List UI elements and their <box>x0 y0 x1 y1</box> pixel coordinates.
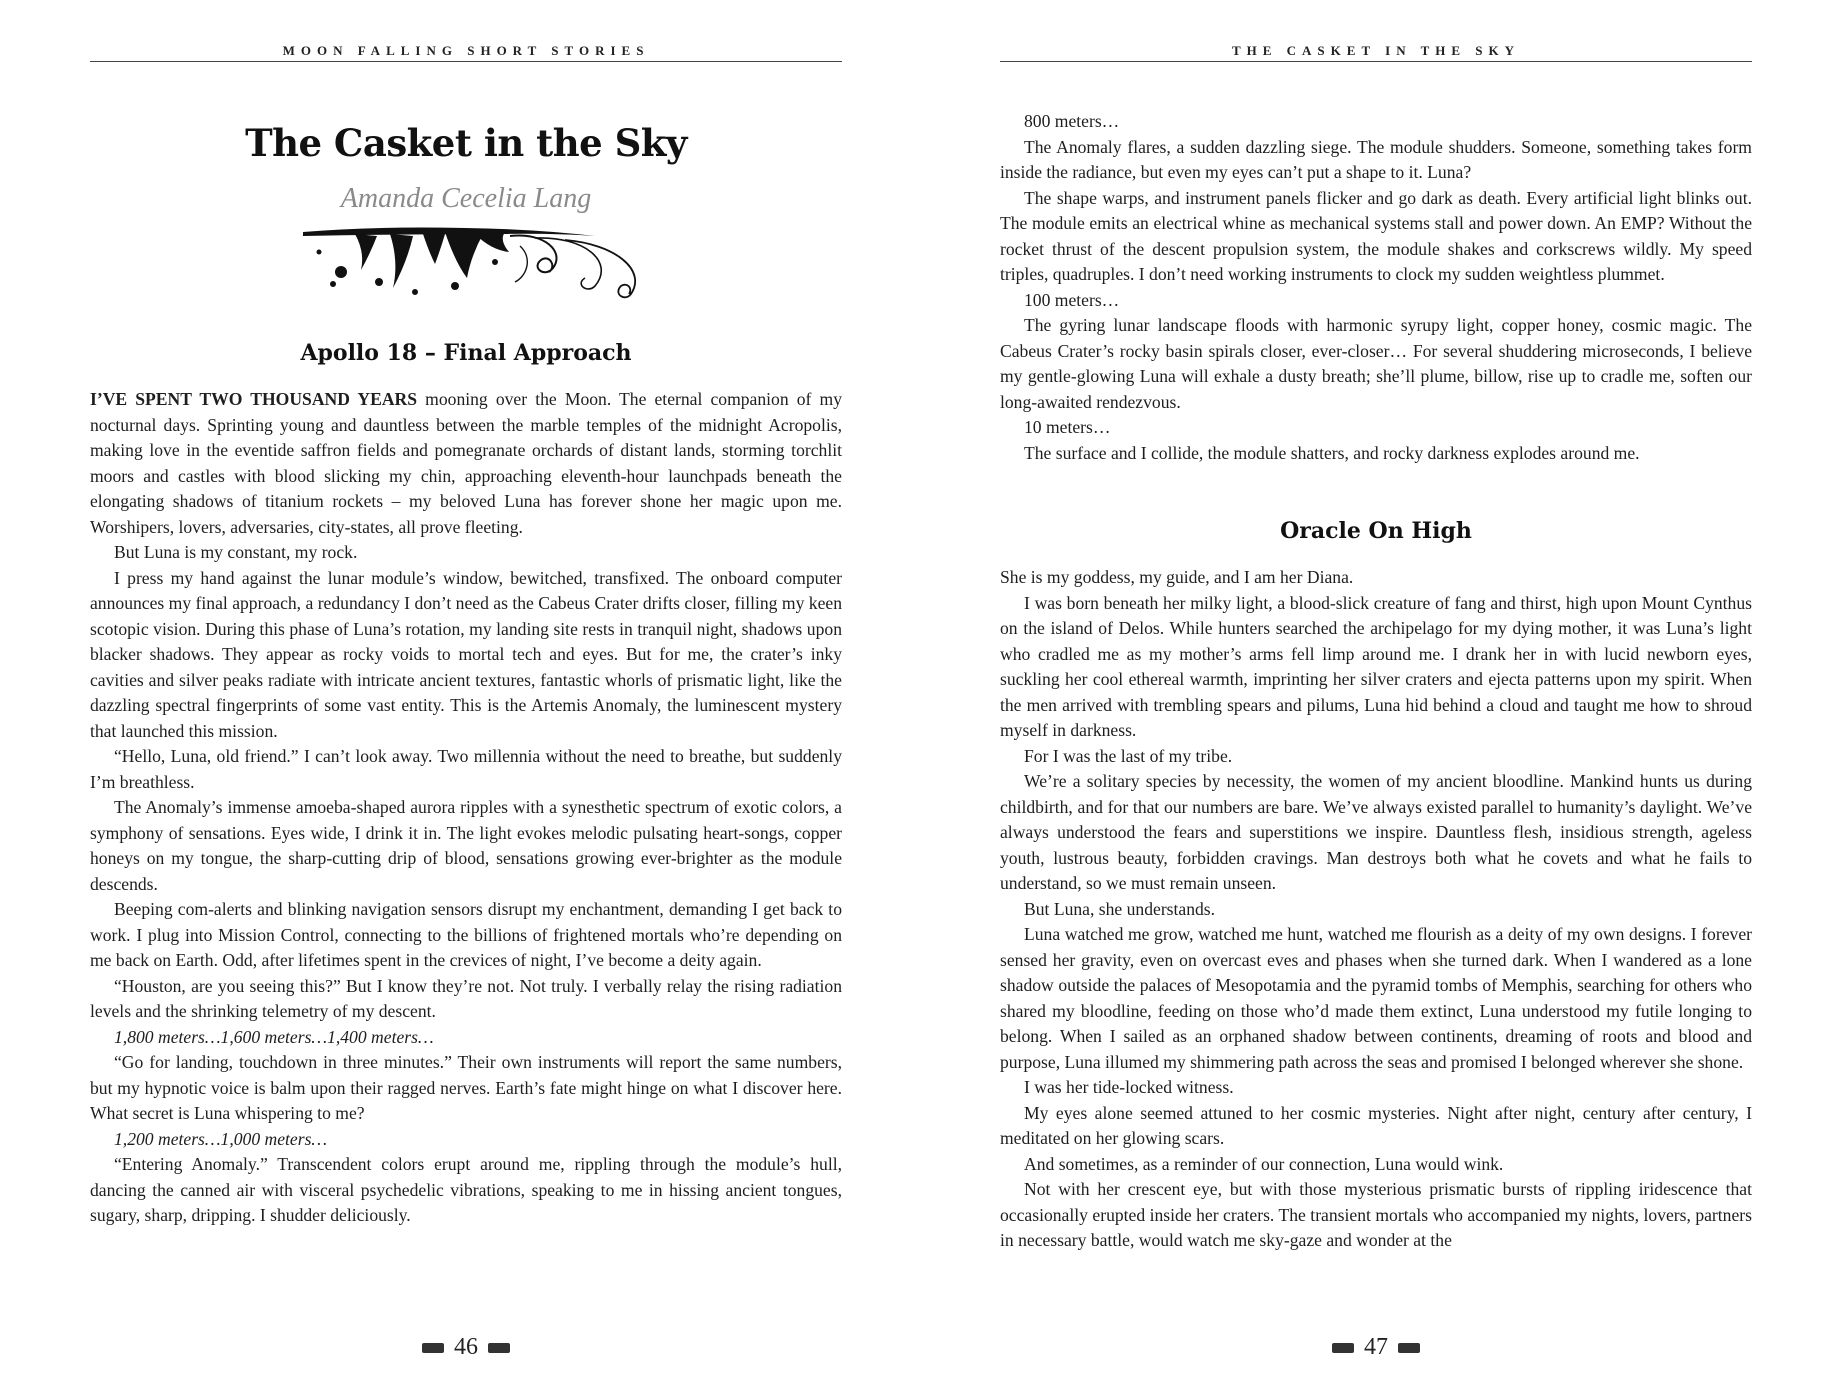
paragraph: I press my hand against the lunar module’s window, bewitched, transfixed. The onboard computer announces my final approach, a redundancy I don’t need as the Cabeus Crater drifts closer, filling my keen scotopic vision. During this phase of Luna’s rotation, my landing site rests in tranquil night, shadows upon blacker shadows. They appear as rocky voids to mortal tech and eyes. But for me, the crater’s inky cavities and silver peaks radiate with intricate ancient textures, fantastic whorls of prismatic light, like the dazzling spectral fingerprints of some vast entity. This is the Artemis Anomaly, the luminescent mystery that launched this mission. <box>90 567 842 741</box>
header-rule-left <box>90 61 842 62</box>
paragraph: Luna watched me grow, watched me hunt, watched me flourish as a deity of my own designs. I forever sensed her gravity, even on overcast eves and phases when she turned dark. When I wandered as a lone shadow outside the palaces of Mesopotamia and the pyramid tombs of Memphis, searching for others who shared my bloodline, feeding on those who’d made them extinct, Luna understood my futile longing to belong. When I sailed as an orphaned shadow between continents, dreaming of roots and blood and purpose, Luna illumed my shimmering path across the seas and promised I belonged wherever she shone. <box>1000 924 1752 1072</box>
running-head-right: THE CASKET IN THE SKY <box>1231 43 1521 58</box>
paragraph: Beeping com-alerts and blinking navigation sensors disrupt my enchantment, demanding I get back to work. I plug into Mission Control, connecting to the billions of frightened mortals who’re depending on me back on Earth. Odd, after lifetimes spent in the crevices of night, I’ve become a deity again. <box>90 899 842 970</box>
paragraph: 100 meters… <box>1024 289 1120 310</box>
paragraph: 1,800 meters…1,600 meters…1,400 meters… <box>114 1026 434 1047</box>
right-page <box>1000 0 1752 1400</box>
left-body-text <box>90 387 842 1229</box>
section-heading-apollo: Apollo 18 – Final Approach <box>300 340 632 366</box>
paragraph: 1,200 meters…1,000 meters… <box>114 1128 328 1149</box>
paragraph: I’VE SPENT TWO THOUSAND YEARS mooning over the Moon. The eternal companion of my nocturnal days. Sprinting young and dauntless between the marble temples of the midnight Acropolis, making love in the eventide saffron fields and pomegranate orchards of distant lands, storming torchlit moors and castles with blood slicking my chin, approaching eleventh-hour launchpads beneath the elongating shadows of titanium rockets – my beloved Luna has forever shone her magic upon me. Worshipers, lovers, adversaries, city-states, all prove fleeting. <box>90 389 843 537</box>
paragraph: 10 meters… <box>1024 417 1111 437</box>
paragraph: The gyring lunar landscape floods with harmonic syrupy light, copper honey, cosmic magic. The Cabeus Crater’s rocky basin spirals closer, ever-closer… For several shuddering microseconds, I believe my gentle-glowing Luna will exhale a dusty breath; she’ll plume, billow, rise up to cradle me, soften our long-awaited rendezvous. <box>1000 315 1752 412</box>
right-body-text-top <box>1000 109 1752 466</box>
folio-ornament-icon <box>422 1343 444 1353</box>
author-name: Amanda Cecelia Lang <box>340 183 592 214</box>
paragraph: For I was the last of my tribe. <box>1024 745 1233 766</box>
folio-ornament-icon <box>1398 1343 1420 1353</box>
paragraph: “Entering Anomaly.” Transcendent colors erupt around me, rippling through the module’s hull, dancing the canned air with visceral psychedelic vibrations, speaking to me in hissing ancient tongues, sugary, sharp, dripping. I shudder deliciously. <box>90 1154 842 1225</box>
ink-splatter-ornament-icon <box>295 222 650 304</box>
folio-ornament-icon <box>1332 1343 1354 1353</box>
paragraph: The Anomaly’s immense amoeba-shaped aurora ripples with a synesthetic spectrum of exotic colors, a symphony of sensations. Eyes wide, I drink it in. The light evokes melodic pulsating heart-songs, copper honeys on my tongue, the sharp-cutting drip of blood, sensations growing ever-brighter as the module descends. <box>90 797 842 894</box>
lead-in: I’VE SPENT TWO THOUSAND YEARS <box>90 389 418 409</box>
paragraph: I was her tide-locked witness. <box>1024 1077 1234 1097</box>
left-page <box>90 0 842 1400</box>
paragraph: “Houston, are you seeing this?” But I know they’re not. Not truly. I verbally relay the rising radiation levels and the shrinking telemetry of my descent. <box>90 975 842 1021</box>
header-rule-right <box>1000 61 1752 62</box>
paragraph: But Luna, she understands. <box>1024 898 1216 919</box>
paragraph: The Anomaly flares, a sudden dazzling siege. The module shudders. Someone, something takes form inside the radiance, but even my eyes can’t put a shape to it. Luna? <box>1000 136 1752 182</box>
paragraph: “Hello, Luna, old friend.” I can’t look away. Two millennia without the need to breathe, but suddenly I’m breathless. <box>90 746 842 792</box>
paragraph: The surface and I collide, the module shatters, and rocky darkness explodes around me. <box>1024 442 1640 463</box>
paragraph: The shape warps, and instrument panels flicker and go dark as death. Every artificial light blinks out. The module emits an electrical whine as mechanical systems stall and power down. An EMP? Without the rocket thrust of the descent propulsion system, the module shakes and corkscrews wildly. My speed triples, quadruples. I don’t need working instruments to clock my sudden weightless plummet. <box>1000 187 1752 284</box>
paragraph: We’re a solitary species by necessity, the women of my ancient bloodline. Mankind hunts us during childbirth, and for that our numbers are bare. We’ve always existed parallel to humanity’s daylight. We’ve always understood the fears and superstitions we inspire. Dauntless flesh, insidious strength, ageless youth, lustrous beauty, forbidden cravings. Man destroys both what he covets and what he fails to understand, so we must remain unseen. <box>1000 771 1752 893</box>
paragraph: I was born beneath her milky light, a blood-slick creature of fang and thirst, high upon Mount Cynthus on the island of Delos. While hunters searched the archipelago for my dying mother, it was Luna’s light who cradled me as my mother’s arms fell limp around me. I drank her in with lucid newborn eyes, suckling her cool ethereal warmth, imprinting her silver craters and ejecta patterns upon my spirit. When the men arrived with trembling spears and pilums, Luna hid behind a cloud and taught me how to shroud myself in darkness. <box>1000 592 1752 740</box>
paragraph: And sometimes, as a reminder of our connection, Luna would wink. <box>1024 1153 1504 1174</box>
paragraph: She is my goddess, my guide, and I am her Diana. <box>1000 567 1354 587</box>
page-number-left: 46 <box>90 1334 842 1361</box>
paragraph: “Go for landing, touchdown in three minutes.” Their own instruments will report the same numbers, but my hypnotic voice is balm upon their ragged nerves. Earth’s fate might hinge on what I discover here. What secret is Luna whispering to me? <box>90 1052 842 1123</box>
paragraph: My eyes alone seemed attuned to her cosmic mysteries. Night after night, century after century, I meditated on her glowing scars. <box>1000 1102 1752 1148</box>
folio-ornament-icon <box>488 1343 510 1353</box>
section-heading-oracle: Oracle On High <box>1280 518 1472 544</box>
paragraph: But Luna is my constant, my rock. <box>114 542 358 562</box>
paragraph: 800 meters… <box>1024 111 1120 131</box>
running-head-left: MOON FALLING SHORT STORIES <box>282 43 650 58</box>
story-title: The Casket in the Sky <box>245 121 687 165</box>
page-number-right: 47 <box>1000 1334 1752 1361</box>
paragraph: Not with her crescent eye, but with those mysterious prismatic bursts of rippling iridescence that occasionally erupted inside her craters. The transient mortals who accompanied my nights, lovers, partners in necessary battle, would watch me sky-gaze and wonder at the <box>1000 1179 1752 1250</box>
right-body-text-bottom <box>1000 565 1752 1254</box>
